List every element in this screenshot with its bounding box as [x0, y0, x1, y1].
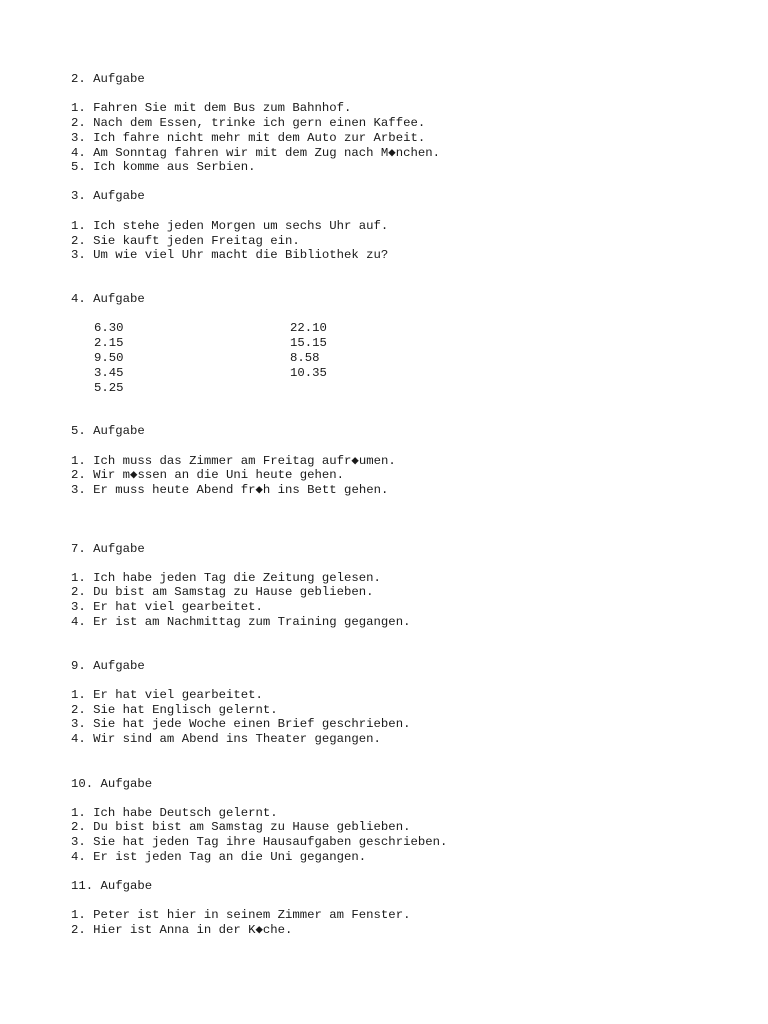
section-5-heading: 5. Aufgabe	[71, 424, 145, 438]
section-2-item-4: 4. Am Sonntag fahren wir mit dem Zug nach M◆nchen.	[71, 146, 440, 160]
time-col2-3: 8.58	[290, 351, 320, 365]
section-7-item-1: 1. Ich habe jeden Tag die Zeitung gelesen.	[71, 571, 381, 585]
time-col2-1: 22.10	[290, 321, 327, 335]
section-10-item-4: 4. Er ist jeden Tag an die Uni gegangen.	[71, 850, 367, 864]
section-9-item-2: 2. Sie hat Englisch gelernt.	[71, 703, 278, 717]
time-col1-2: 2.15	[94, 336, 124, 350]
section-4-heading: 4. Aufgabe	[71, 292, 145, 306]
section-9-item-1: 1. Er hat viel gearbeitet.	[71, 688, 263, 702]
section-11-item-1: 1. Peter ist hier in seinem Zimmer am Fenster.	[71, 908, 411, 922]
section-2-item-2: 2. Nach dem Essen, trinke ich gern einen Kaffee.	[71, 116, 426, 130]
section-3-item-2: 2. Sie kauft jeden Freitag ein.	[71, 234, 300, 248]
time-col1-5: 5.25	[94, 381, 124, 395]
section-2-item-3: 3. Ich fahre nicht mehr mit dem Auto zur Arbeit.	[71, 131, 426, 145]
section-10-item-1: 1. Ich habe Deutsch gelernt.	[71, 806, 278, 820]
section-9-heading: 9. Aufgabe	[71, 659, 145, 673]
time-col2-2: 15.15	[290, 336, 327, 350]
section-5-item-1: 1. Ich muss das Zimmer am Freitag aufr◆umen.	[71, 454, 396, 468]
section-11-item-2: 2. Hier ist Anna in der K◆che.	[71, 923, 293, 937]
section-2-item-5: 5. Ich komme aus Serbien.	[71, 160, 256, 174]
section-5-item-2: 2. Wir m◆ssen an die Uni heute gehen.	[71, 468, 345, 482]
section-7-item-4: 4. Er ist am Nachmittag zum Training gegangen.	[71, 615, 411, 629]
section-9-item-3: 3. Sie hat jede Woche einen Brief geschrieben.	[71, 717, 411, 731]
section-3-heading: 3. Aufgabe	[71, 189, 145, 203]
section-10-item-2: 2. Du bist bist am Samstag zu Hause geblieben.	[71, 820, 411, 834]
section-9-item-4: 4. Wir sind am Abend ins Theater gegangen.	[71, 732, 381, 746]
time-col1-3: 9.50	[94, 351, 124, 365]
time-col1-4: 3.45	[94, 366, 124, 380]
section-5-item-3: 3. Er muss heute Abend fr◆h ins Bett gehen.	[71, 483, 389, 497]
time-col2-4: 10.35	[290, 366, 327, 380]
time-col1-1: 6.30	[94, 321, 124, 335]
section-10-item-3: 3. Sie hat jeden Tag ihre Hausaufgaben geschrieben.	[71, 835, 448, 849]
section-7-item-2: 2. Du bist am Samstag zu Hause geblieben.	[71, 585, 374, 599]
section-3-item-1: 1. Ich stehe jeden Morgen um sechs Uhr auf.	[71, 219, 389, 233]
section-7-item-3: 3. Er hat viel gearbeitet.	[71, 600, 263, 614]
section-11-heading: 11. Aufgabe	[71, 879, 153, 893]
section-3-item-3: 3. Um wie viel Uhr macht die Bibliothek zu?	[71, 248, 389, 262]
section-10-heading: 10. Aufgabe	[71, 777, 153, 791]
section-2-heading: 2. Aufgabe	[71, 72, 145, 86]
section-2-item-1: 1. Fahren Sie mit dem Bus zum Bahnhof.	[71, 101, 352, 115]
section-7-heading: 7. Aufgabe	[71, 542, 145, 556]
